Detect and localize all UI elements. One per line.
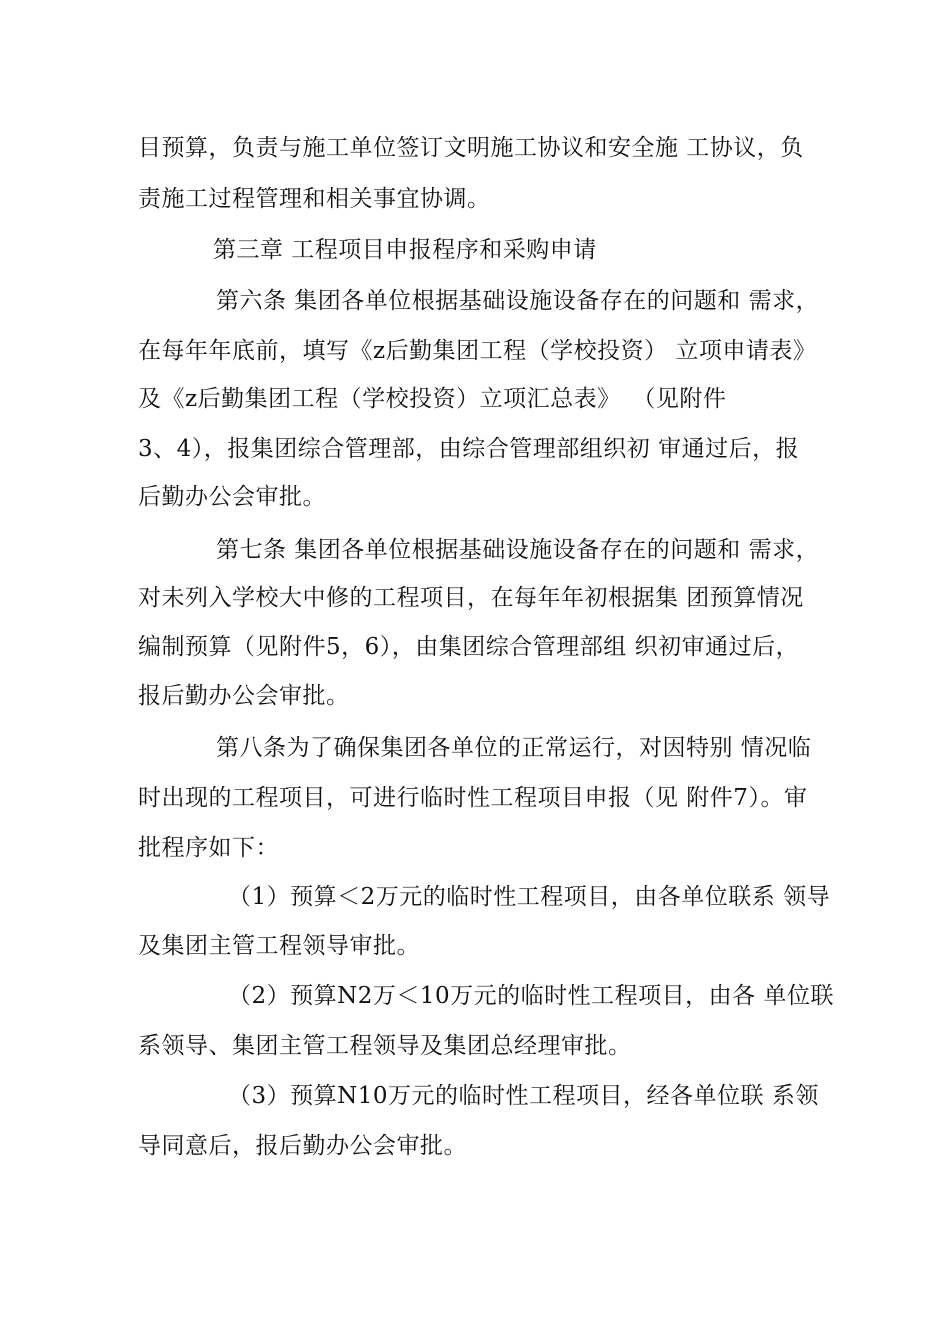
text-line: 目预算，负责与施工单位签订文明施工协议和安全施 工协议，负	[138, 135, 804, 161]
text-line: 时出现的工程项目，可进行临时性工程项目申报（见 附件7）。审	[138, 785, 808, 811]
text-line: 及《z后勤集团工程（学校投资）立项汇总表》 （见附件	[138, 386, 727, 412]
chapter-heading: 第三章 工程项目申报程序和采购申请	[213, 237, 597, 263]
text-line: 责施工过程管理和相关事宜协调。	[138, 186, 491, 212]
text-line: 后勤办公会审批。	[138, 484, 326, 510]
text-line: 报后勤办公会审批。	[138, 683, 350, 709]
text-line: 及集团主管工程领导审批。	[138, 933, 420, 959]
text-line: 第八条为了确保集团各单位的正常运行，对因特别 情况临	[216, 735, 812, 761]
text-line: 导同意后，报后勤办公会审批。	[138, 1133, 467, 1159]
text-line: 在每年年底前，填写《z后勤集团工程（学校投资） 立项申请表》	[138, 338, 817, 364]
text-line: 第七条 集团各单位根据基础设施设备存在的问题和 需求，	[216, 537, 820, 563]
text-line: （2）预算N2万＜10万元的临时性工程项目，由各 单位联	[228, 983, 834, 1009]
text-line: 3、4），报集团综合管理部，由综合管理部组织初 审通过后，报	[138, 436, 800, 462]
text-line: （3）预算N10万元的临时性工程项目，经各单位联 系领	[228, 1083, 819, 1109]
text-line: 系领导、集团主管工程领导及集团总经理审批。	[138, 1033, 632, 1059]
text-line: 编制预算（见附件5，6），由集团综合管理部组 织初审通过后，	[138, 634, 800, 660]
text-line: 批程序如下：	[138, 835, 279, 861]
text-line: （1）预算＜2万元的临时性工程项目，由各单位联系 领导	[228, 884, 831, 910]
text-line: 第六条 集团各单位根据基础设施设备存在的问题和 需求，	[216, 288, 820, 314]
text-line: 对未列入学校大中修的工程项目，在每年年初根据集 团预算情况	[138, 585, 804, 611]
